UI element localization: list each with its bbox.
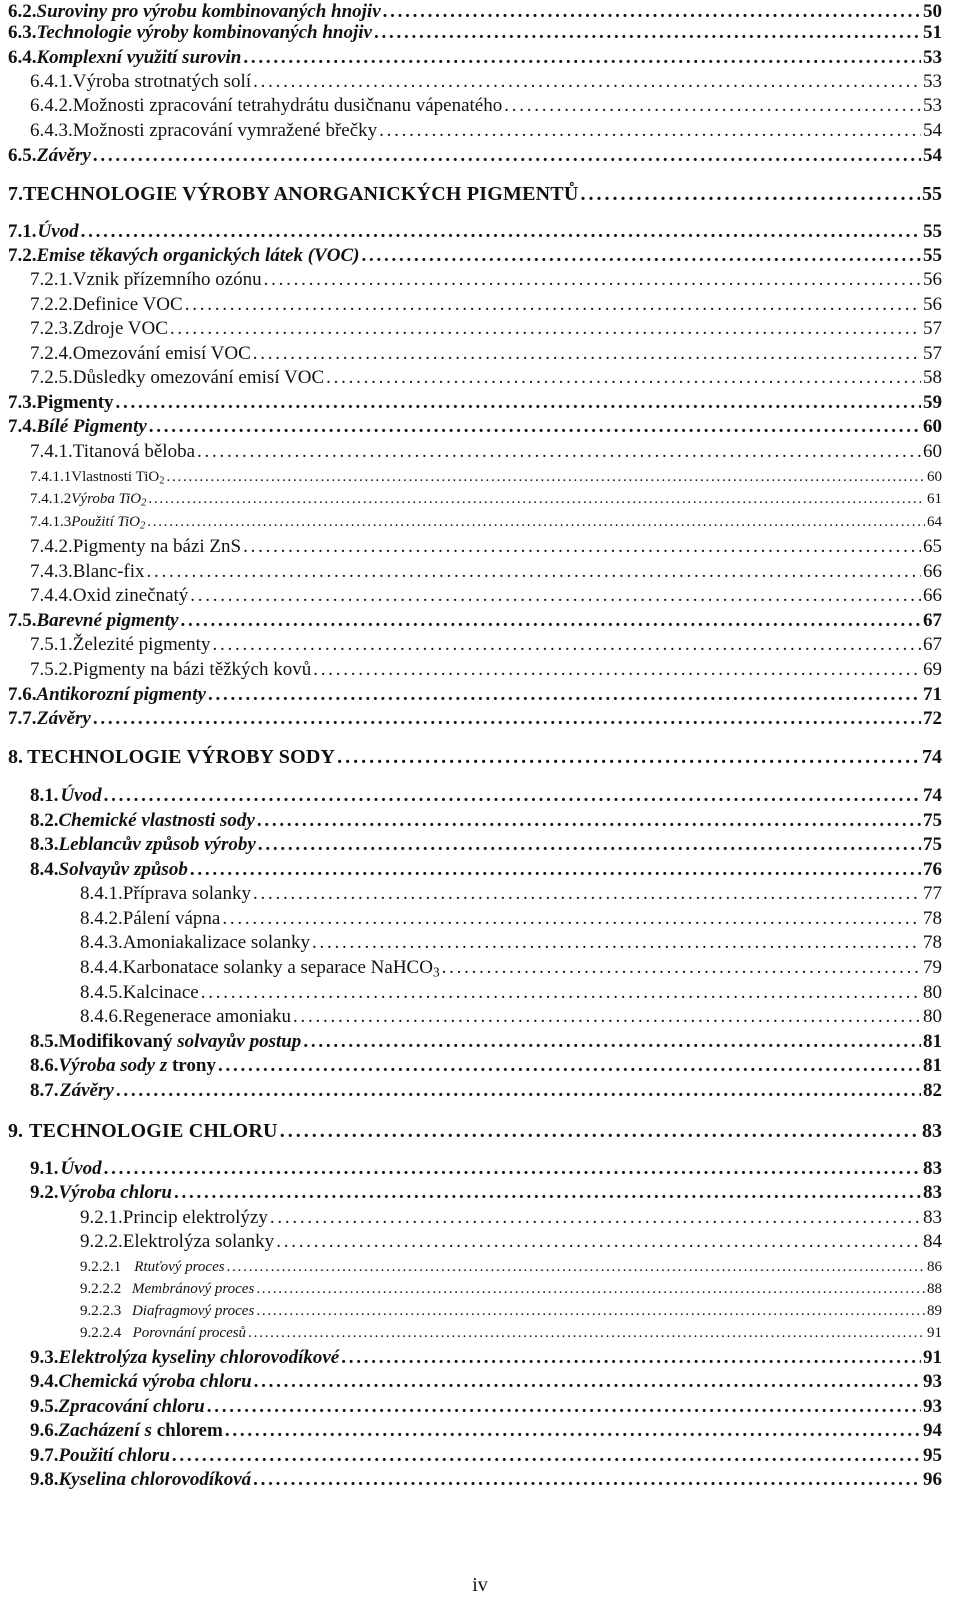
toc-entry[interactable]: 6.4.2. Možnosti zpracování tetrahydrátu dusičnanu vápenatého . . . 53 [30, 95, 942, 117]
toc-entry[interactable]: 7.5.2. Pigmenty na bázi těžkých kovů . . . 69 [30, 659, 942, 681]
toc-entry[interactable]: 7.4.1.3 Použití TiO$_2$ . . . 64 [30, 511, 942, 533]
toc-chapter[interactable]: 9. TECHNOLOGIE CHLORU . . . 83 [8, 1120, 942, 1142]
toc-entry[interactable]: 7.3. Pigmenty . . . 59 [8, 392, 942, 414]
toc-entry[interactable]: 6.2. Suroviny pro výrobu kombinovaných hnojiv . . . 50 [8, 1, 942, 23]
toc-entry[interactable]: 9.2. Výroba chloru . . . 83 [30, 1182, 942, 1204]
toc-chapter[interactable]: 7. TECHNOLOGIE VÝROBY ANORGANICKÝCH PIGMENTŮ . . . 55 [8, 183, 942, 205]
toc-entry[interactable]: 7.6. Antikorozní pigmenty . . . 71 [8, 684, 942, 706]
toc-entry[interactable]: 9.2.2.1 Rtuťový proces . . . 86 [80, 1256, 942, 1278]
toc-entry[interactable]: 7.2.2. Definice VOC . . . 56 [30, 294, 942, 316]
toc-entry[interactable]: 9.3. Elektrolýza kyseliny chlorovodíkové . . . 91 [30, 1347, 942, 1369]
page-number: iv [472, 1574, 488, 1596]
toc-entry[interactable]: 6.4. Komplexní využití surovin . . . 53 [8, 47, 942, 69]
toc-entry[interactable]: 7.5. Barevné pigmenty . . . 67 [8, 610, 942, 632]
toc-entry[interactable]: 9.7. Použití chloru . . . 95 [30, 1445, 942, 1467]
toc-entry[interactable]: 9.1. Úvod . . . 83 [30, 1158, 942, 1180]
toc-entry[interactable]: 9.2.2.4 Porovnání procesů . . . 91 [80, 1322, 942, 1344]
toc-entry[interactable]: 9.2.2.3 Diafragmový proces . . . 89 [80, 1300, 942, 1322]
toc-entry[interactable]: 7.4.1. Titanová běloba . . . 60 [30, 441, 942, 463]
toc-entry[interactable]: 8.4. Solvayův způsob . . . 76 [30, 859, 942, 881]
toc-entry[interactable]: 7.2.4. Omezování emisí VOC . . . 57 [30, 343, 942, 365]
toc-entry[interactable]: 9.2.2. Elektrolýza solanky . . . 84 [80, 1231, 942, 1253]
toc-entry[interactable]: 8.1. Úvod . . . 74 [30, 785, 942, 807]
toc-entry[interactable]: 9.2.2.2 Membránový proces . . . 88 [80, 1278, 942, 1300]
toc-entry[interactable]: 7.4. Bílé Pigmenty . . . 60 [8, 416, 942, 438]
toc-entry[interactable]: 7.2.1. Vznik přízemního ozónu . . . 56 [30, 269, 942, 291]
toc-chapter[interactable]: 8. TECHNOLOGIE VÝROBY SODY . . . 74 [8, 746, 942, 768]
toc-entry[interactable]: 8.2. Chemické vlastnosti sody . . . 75 [30, 810, 942, 832]
toc-entry[interactable]: 8.4.2. Pálení vápna . . . 78 [80, 908, 942, 930]
toc-entry[interactable]: 7.1. Úvod . . . 55 [8, 221, 942, 243]
toc-entry[interactable]: 8.4.6. Regenerace amoniaku . . . 80 [80, 1006, 942, 1028]
toc-entry[interactable]: 8.4.3. Amoniakalizace solanky . . . 78 [80, 932, 942, 954]
toc-entry[interactable]: 9.8. Kyselina chlorovodíková . . . 96 [30, 1469, 942, 1491]
toc-entry[interactable]: 8.5. Modifikovaný solvayův postup . . . 81 [30, 1031, 942, 1053]
toc-entry[interactable]: 7.4.1.1 Vlastnosti TiO$_2$ . . . 60 [30, 466, 942, 488]
toc-entry[interactable]: 8.4.5. Kalcinace . . . 80 [80, 982, 942, 1004]
toc-entry[interactable]: 9.6. Zacházení s chlorem . . . 94 [30, 1420, 942, 1442]
toc-entry[interactable]: 6.4.3. Možnosti zpracování vymražené břečky . . . 54 [30, 120, 942, 142]
toc-entry[interactable]: 7.2.3. Zdroje VOC . . . 57 [30, 318, 942, 340]
toc-entry[interactable]: 8.4.4. Karbonatace solanky a separace NaHCO$_3$ . . . 79 [80, 957, 942, 979]
toc-entry[interactable]: 7.2.5. Důsledky omezování emisí VOC . . . 58 [30, 367, 942, 389]
toc-entry[interactable]: 6.4.1. Výroba strotnatých solí . . . 53 [30, 71, 942, 93]
toc-entry[interactable]: 9.4. Chemická výroba chloru . . . 93 [30, 1371, 942, 1393]
toc-entry[interactable]: 7.5.1. Železité pigmenty . . . 67 [30, 634, 942, 656]
toc-entry[interactable]: 7.4.3. Blanc-fix . . . 66 [30, 561, 942, 583]
toc-entry[interactable]: 8.6. Výroba sody z trony . . . 81 [30, 1055, 942, 1077]
toc-entry[interactable]: 9.5. Zpracování chloru . . . 93 [30, 1396, 942, 1418]
toc-entry[interactable]: 6.5. Závěry . . . 54 [8, 145, 942, 167]
toc-entry[interactable]: 8.4.1. Příprava solanky . . . 77 [80, 883, 942, 905]
toc-entry[interactable]: 6.3. Technologie výroby kombinovaných hnojiv . . . 51 [8, 22, 942, 44]
toc-entry[interactable]: 8.7. Závěry . . . 82 [30, 1080, 942, 1102]
toc-entry[interactable]: 7.2. Emise těkavých organických látek (VOC) . . . 55 [8, 245, 942, 267]
toc-entry[interactable]: 9.2.1. Princip elektrolýzy . . . 83 [80, 1207, 942, 1229]
toc-entry[interactable]: 7.4.1.2 Výroba TiO$_2$ . . . 61 [30, 488, 942, 510]
toc-entry[interactable]: 7.4.2. Pigmenty na bázi ZnS . . . 65 [30, 536, 942, 558]
toc-entry[interactable]: 8.3. Leblancův způsob výroby . . . 75 [30, 834, 942, 856]
toc-entry[interactable]: 7.4.4. Oxid zinečnatý . . . 66 [30, 585, 942, 607]
toc-entry[interactable]: 7.7. Závěry . . . 72 [8, 708, 942, 730]
